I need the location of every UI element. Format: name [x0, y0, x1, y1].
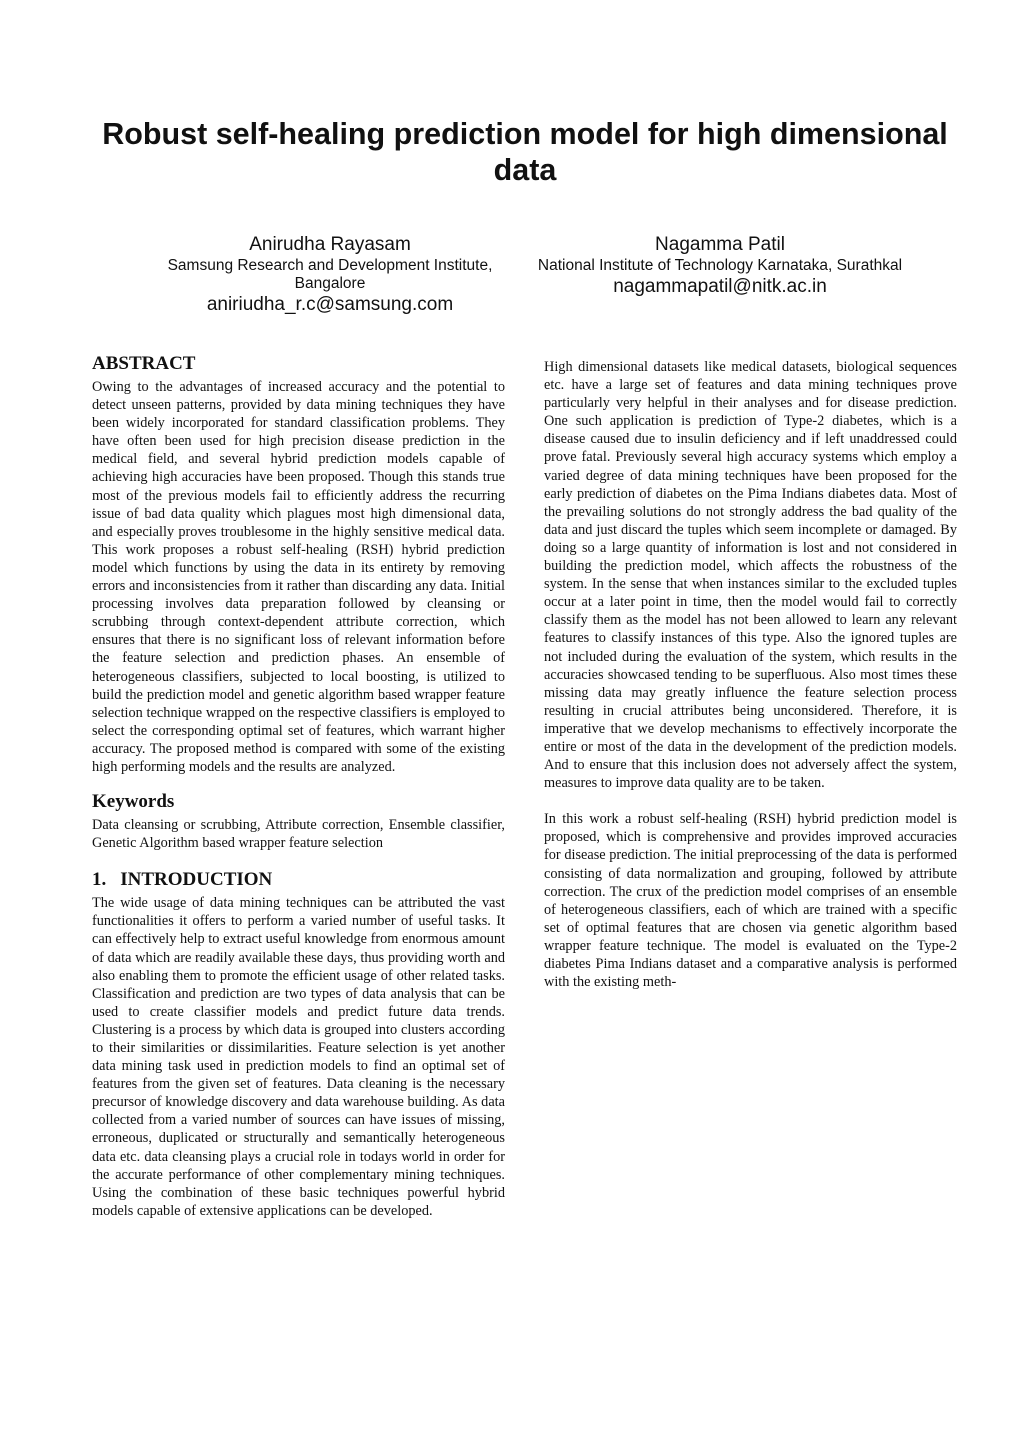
- author-block-2: [530, 233, 910, 298]
- author-block-1: [140, 233, 520, 316]
- section-number: 1.: [92, 869, 107, 891]
- left-column: [92, 352, 505, 1220]
- author-name: Anirudha Rayasam: [249, 234, 411, 255]
- keywords-heading: Keywords: [92, 791, 175, 813]
- section-title: INTRODUCTION: [120, 869, 273, 891]
- right-column: [544, 358, 957, 991]
- paper-title: Robust self-healing prediction model for high dimensional data: [102, 117, 948, 187]
- author-affiliation: National Institute of Technology Karnataka, Surathkal: [537, 257, 903, 274]
- author-affiliation: Samsung Research and Development Institute, Bangalore: [167, 257, 493, 292]
- introduction-paragraph-3: In this work a robust self-healing (RSH) hybrid prediction model is proposed, which is comprehensive and provides improved accuracies for disease prediction. The initial preprocessing of the data is performed consisting of data normalization and grouping, followed by attribute correction. The crux of the prediction model comprises of an ensemble of heterogeneous classifiers, each of which are trained with a specific set of optimal features that are chosen via genetic algorithm based wrapper feature technique. The model is evaluated on the Type-2 diabetes Pima Indians dataset and a comparative analysis is performed with the existing meth-: [544, 811, 957, 991]
- abstract-heading: ABSTRACT: [92, 353, 196, 374]
- introduction-heading: [92, 868, 505, 892]
- author-email: nagammapatil@nitk.ac.in: [613, 276, 827, 297]
- author-email: aniriudha_r.c@samsung.com: [206, 294, 454, 315]
- introduction-paragraph-2: High dimensional datasets like medical datasets, biological sequences etc. have a large set of features and data mining techniques prove particularly very helpful in their analyses and for disease prediction. One such application is prediction of Type-2 diabetes, which is a disease caused due to insulin deficiency and if left unaddressed could prove fatal. Previously several high accuracy systems which employ a varied degree of data mining techniques have been proposed for the early prediction of diabetes on the Pima Indians diabetes data. Most of the prevailing solutions do not strongly address the bad quality of the data and just discard the tuples which seem incomplete or damaged. By doing so a large quantity of information is lost and not considered in building the prediction model, which affects the robustness of the system. In the sense that when instances similar to the excluded tuples occur at a later point in time, then the model would fail to correctly classify them as the model has not been allowed to learn any relevant features to classify instances of this type. Also the ignored tuples are not included during the evaluation of the system, which results in the accuracies showcased tending to be superfluous. Also most times these missing data may greatly influence the feature selection process resulting in crucial attributes being unconsidered. Therefore, it is imperative that we develop mechanisms to effectively incorporate the entire or most of the data in the development of the prediction models. And to ensure that this inclusion does not adversely affect the system, measures to improve data quality are to be taken.: [544, 359, 957, 792]
- introduction-paragraph-1: The wide usage of data mining techniques can be attributed the vast functionalities it offers to perform a varied number of useful tasks. It can effectively help to extract useful knowledge from enormous amount of data which are readily available these days, thus providing worth and also enabling them to promote the efficient usage of other related tasks. Classification and prediction are two types of data analysis that can be used to create classifier models and predict future data trends. Clustering is a process by which data is grouped into clusters according to their similarities or dissimilarities. Feature selection is yet another data mining task used in prediction models to find an optimal set of features from the given set of features. Data cleaning is the necessary precursor of knowledge discovery and data warehouse building. As data collected from a varied number of sources can have issues of missing, erroneous, duplicated or structurally and semantically heterogeneous data etc. data cleansing plays a crucial role in todays world in order for the accurate performance of other complementary mining techniques. Using the combination of these basic techniques powerful hybrid models capable of extensive applications can be developed.: [92, 895, 505, 1219]
- author-name: Nagamma Patil: [655, 234, 785, 255]
- abstract-text: Owing to the advantages of increased accuracy and the potential to detect unseen patterns, provided by data mining techniques they have been widely incorporated for standard classification problems. They have often been used for high precision disease prediction in the medical field, and several hybrid prediction models capable of achieving high accuracies have been proposed. Though this stands true most of the previous models fail to efficiently address the recurring issue of bad data quality which plagues most high dimensional data, and especially proves troublesome in the highly sensitive medical data. This work proposes a robust self-healing (RSH) hybrid prediction model which functions by using the data in its entirety by removing errors and inconsistencies from it rather than discarding any data. Initial processing involves data preparation followed by cleansing or scrubbing through context-dependent attribute correction, which ensures that there is no significant loss of relevant information before the feature selection and prediction phases. An ensemble of heterogeneous classifiers, subjected to local boosting, is utilized to build the prediction model and genetic algorithm based wrapper feature selection technique wrapped on the respective classifiers is employed to select the corresponding optimal set of features, which warrant higher accuracy. The proposed method is compared with some of the existing high performing models and the results are analyzed.: [92, 379, 505, 775]
- keywords-text: Data cleansing or scrubbing, Attribute correction, Ensemble classifier, Genetic Algorithm based wrapper feature selection: [92, 817, 505, 852]
